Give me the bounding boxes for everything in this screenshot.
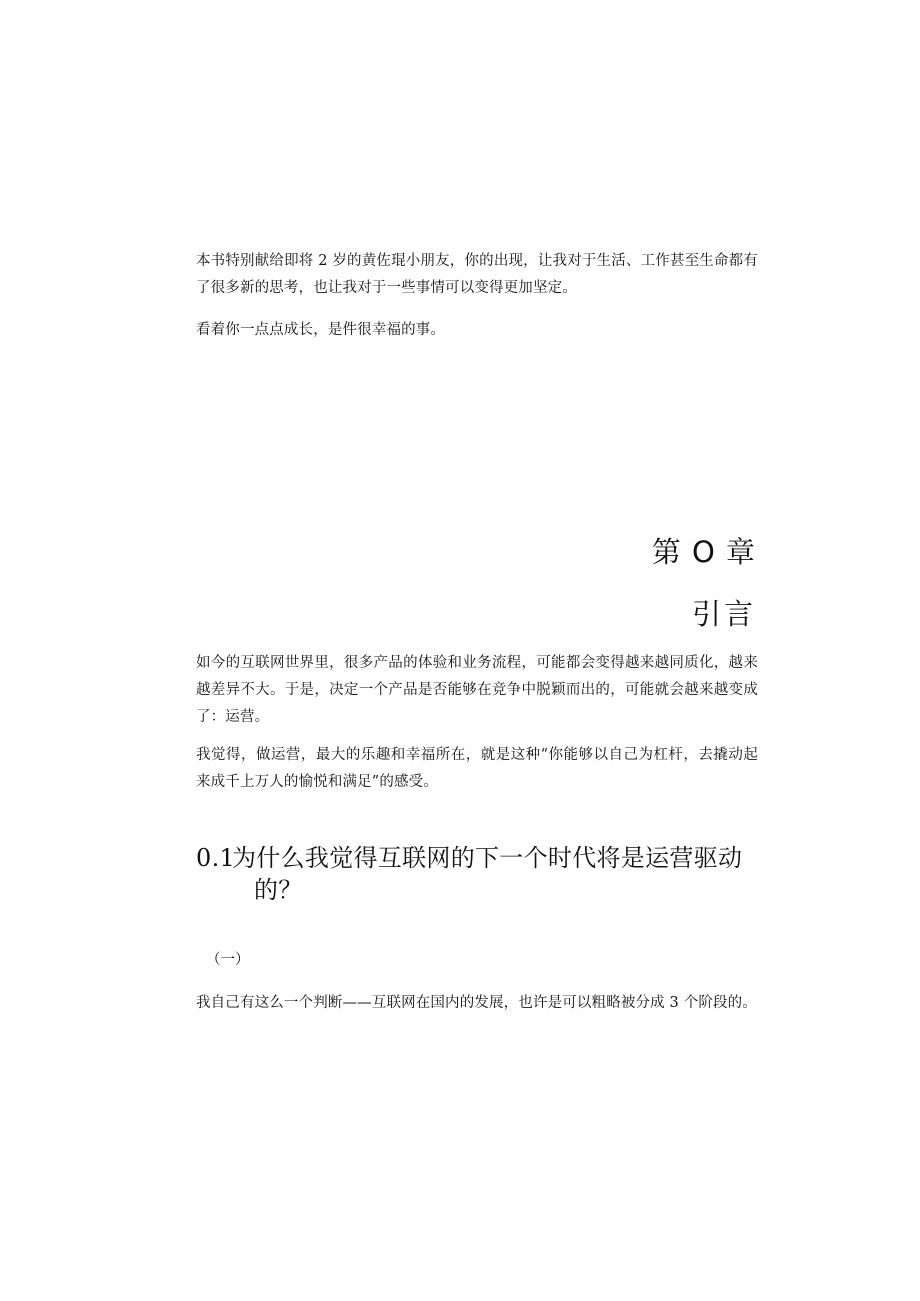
section-title-line-2: 的？	[254, 876, 303, 904]
intro-paragraph-1: 如今的互联网世界里，很多产品的体验和业务流程，可能都会变得越来越同质化，越来越差异不大。于是，决定一个产品是否能够在竞争中脱颖而出的，可能就会越来越变成了：运营。	[196, 655, 758, 725]
section-heading	[196, 842, 760, 906]
subsection-label: （一）	[206, 952, 250, 968]
dedication-paragraph-1: 本书特别献给即将 2 岁的黄佐琨小朋友，你的出现，让我对于生活、工作甚至生命都有了很多新的思考，也让我对于一些事情可以变得更加坚定。	[196, 253, 758, 296]
chapter-label: 第 O 章	[651, 535, 756, 569]
section-title-line-1: 为什么我觉得互联网的下一个时代将是运营驱动	[232, 844, 743, 872]
section-paragraph-1: 我自己有这么一个判断——互联网在国内的发展，也许是可以粗略被分成 3 个阶段的。	[196, 995, 757, 1011]
intro-paragraph-2: 我觉得，做运营，最大的乐趣和幸福所在，就是这种“你能够以自己为杠杆，去撬动起来成千上万人的愉悦和满足”的感受。	[196, 747, 758, 790]
section-number: 0.1	[196, 844, 236, 872]
chapter-title: 引言	[691, 597, 756, 631]
dedication-paragraph-2: 看着你一点点成长，是件很幸福的事。	[196, 322, 446, 338]
